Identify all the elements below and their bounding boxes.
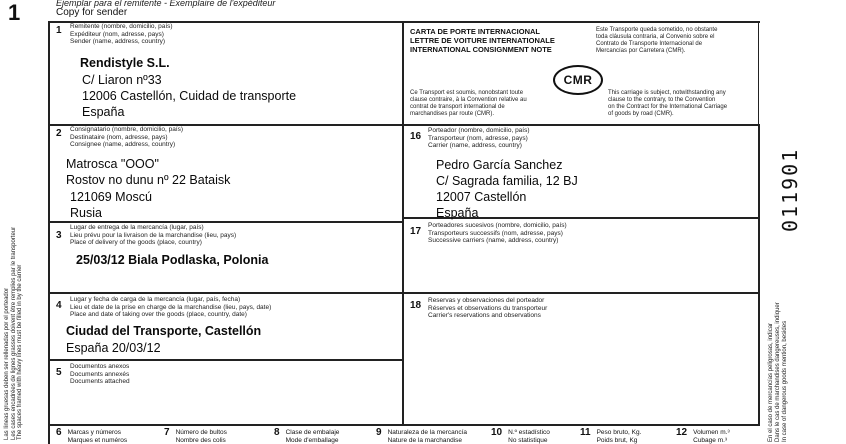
consignee-country: Rusia	[70, 206, 102, 220]
cmr-badge	[553, 65, 603, 95]
col-9-label-es: Naturaleza de la mercancía	[387, 429, 468, 436]
note-fr: Ce Transport est soumis, nonobstant toute clause contraire, à la Convention relative au contrat de transport international de marchandises par route (CMR).	[410, 90, 527, 117]
sender-street: C/ Liaron nº33	[82, 73, 162, 87]
col-12-label-fr: Cubage m.³	[693, 436, 728, 444]
copy-number: 1	[8, 0, 21, 25]
col-12-label-es: Volumen m.³	[693, 429, 730, 436]
box-2-label: Consignatario (nombre, domicilio, país) Destinataire (nom, adresse, pays) Consignee (name, address, country)	[70, 126, 184, 148]
copy-label-es: Ejemplar para el remitente - Exemplaire de l'expéditeur	[56, 0, 276, 8]
col-8-number: 8	[274, 427, 280, 438]
col-11	[580, 429, 641, 444]
cmr-badge-text: CMR	[563, 73, 593, 87]
rule	[48, 359, 402, 361]
col-8	[274, 429, 339, 444]
col-11-label-fr: Poids brut, Kg	[596, 436, 638, 444]
box-4-label: Lugar y fecha de carga de la mercancía (lugar, país, fecha) Lieu et date de la prise en charge de la marchandise (lieu, pays, date) Place and date of taking over the goods (place, country, date)	[70, 296, 272, 318]
box-18-number: 18	[410, 300, 422, 311]
box-5-number: 5	[56, 367, 62, 378]
title-es: CARTA DE PORTE INTERNACIONAL	[410, 27, 540, 36]
box-3-number: 3	[56, 230, 62, 241]
side-note-right: En el caso de mercancías peligrosas, indicar Dans le cas de marchandises dangereuses, indiquer In case of dangerous goods mention, besides	[768, 302, 788, 442]
sender-name: Rendistyle S.L.	[80, 56, 170, 70]
carrier-country: España	[436, 206, 479, 220]
box-16-number: 16	[410, 131, 422, 142]
rule	[402, 21, 404, 424]
sender-country: España	[82, 105, 125, 119]
note-en: This carriage is subject, notwithstanding any clause to the contrary, to the Convention on the Contract for the International Carriage of goods by road (CMR).	[608, 90, 728, 117]
col-10-label-es: N.º estadístico	[508, 429, 550, 436]
box-5-label: Documentos anexos Documents annexés Documents attached	[70, 363, 130, 385]
box-16-label: Porteador (nombre, domicilio, país) Transporteur (nom, adresse, pays) Carrier (name, address, country)	[428, 127, 530, 149]
serial-number	[778, 148, 802, 232]
rule	[48, 424, 760, 426]
title-en: INTERNATIONAL CONSIGNMENT NOTE	[410, 45, 552, 54]
consignee-city: 121069 Moscú	[70, 190, 153, 204]
rule	[758, 21, 759, 124]
copy-label-en: Copy for sender	[56, 7, 128, 18]
col-9-number: 9	[376, 427, 382, 438]
consignee-street: Rostov no dunu nº 22 Bataisk	[66, 173, 231, 187]
col-8-label-fr: Mode d'emballage	[285, 436, 339, 444]
serial-number-text: 011901	[778, 147, 802, 232]
box-2-number: 2	[56, 128, 62, 139]
col-7-label-fr: Nombre des colis	[175, 436, 226, 444]
box-1-number: 1	[56, 25, 62, 36]
box-17-number: 17	[410, 226, 422, 237]
note-es: Este Transporte queda sometido, no obstante toda cláusula contraria, al Convenio sobre el Contrato de Transporte Internacional de Mercancías por Carretera (CMR).	[596, 27, 718, 54]
col-10-label-fr: No statistique	[508, 436, 548, 444]
rule	[48, 21, 50, 444]
col-6-number: 6	[56, 427, 62, 438]
col-7	[164, 429, 227, 444]
rule	[48, 221, 402, 223]
loading-place: Ciudad del Transporte, Castellón	[66, 324, 262, 338]
carrier-street: C/ Sagrada familia, 12 BJ	[436, 174, 578, 188]
box-17-label: Porteadores sucesivos (nombre, domicilio, país) Transporteurs successifs (nom, adresse, pays) Successive carriers (name, address, country)	[428, 222, 567, 244]
col-10	[491, 429, 550, 444]
rule	[758, 124, 760, 424]
col-7-label-es: Número de bultos	[175, 429, 227, 436]
col-6	[56, 429, 127, 444]
consignee-name: Matrosca "OOO"	[66, 157, 159, 171]
delivery-place: 25/03/12 Biala Podlaska, Polonia	[76, 253, 269, 267]
col-7-number: 7	[164, 427, 170, 438]
col-11-number: 11	[580, 427, 591, 438]
box-18-label: Reservas y observaciones del porteador Réserves et observations du transporteur Carrier's reservations and observations	[428, 297, 548, 319]
carrier-name: Pedro García Sanchez	[436, 158, 563, 172]
title-fr: LETTRE DE VOITURE INTERNATIONALE	[410, 36, 555, 45]
col-10-number: 10	[491, 427, 503, 438]
box-1-label: Remitente (nombre, domicilio, país) Expéditeur (nom, adresse, pays) Sender (name, address, country)	[70, 23, 173, 45]
col-12-number: 12	[676, 427, 688, 438]
col-12	[676, 429, 730, 444]
box-3-label: Lugar de entrega de la mercancía (lugar, país) Lieu prévu pour la livraison de la marchandise (lieu, pays) Place of delivery of the goods (place, country)	[70, 224, 237, 246]
col-9-label-fr: Nature de la marchandise	[387, 436, 462, 444]
sender-city: 12006 Castellón, Cuidad de transporte	[82, 89, 297, 103]
rule	[48, 292, 760, 294]
col-6-label-es: Marcas y números	[67, 429, 122, 436]
col-11-label-es: Peso bruto, Kg.	[596, 429, 642, 436]
loading-date: España 20/03/12	[66, 341, 161, 355]
col-9	[376, 429, 467, 444]
side-note-left: Las líneas gruesas deben ser rellenadas por el porteador Les cases encadrées de lignes grasses doivent être remplies par le transporteur The spaces framed with heavy lines must be filled in by the carrier	[4, 226, 23, 440]
col-8-label-es: Clase de embalaje	[285, 429, 340, 436]
carrier-city: 12007 Castellón	[436, 190, 527, 204]
box-4-number: 4	[56, 300, 62, 311]
col-6-label-fr: Marques et numéros	[67, 436, 128, 444]
